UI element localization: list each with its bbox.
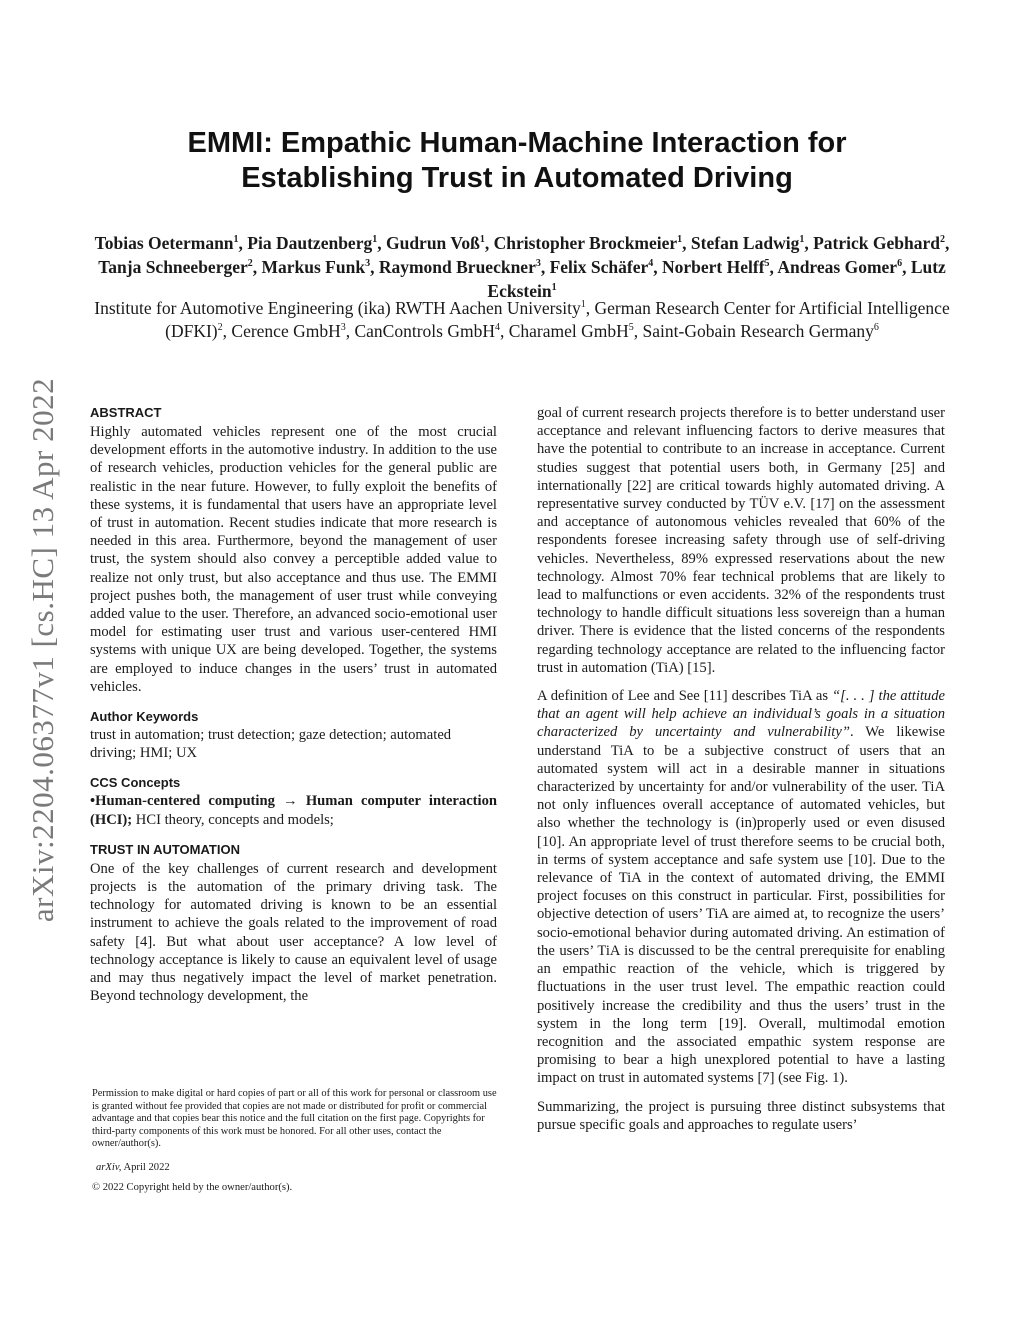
trust-text: One of the key challenges of current research and development projects is the automation of the primary driving task. The technology for automated driving is known to be an essential instrument to achieve the goals related to the improvement of road safety [4]. But what about user acceptance? A low level of technology acceptance is likely to cause an equivalent level of usage and may thus negatively impact the level of market penetration. Beyond technology development, the [90,860,497,1005]
ccs-section [90,774,497,828]
author [494,233,691,253]
abstract-heading: ABSTRACT [90,405,162,420]
author-affiliation-number: 2 [939,234,945,246]
author-affiliation-number: 1 [551,282,557,294]
ccs-concept-rest: HCI theory, concepts and models; [132,811,334,828]
separator: , [252,257,262,277]
venue-line [96,1162,170,1173]
abstract-text: Highly automated vehicles represent one of the most crucial development efforts in the automotive industry. In addition to the use of research vehicles, production vehicles for the general public are realistic in the near future. However, to fully exploit the benefits of these systems, it is fundamental that users have an appropriate level of trust in automation. Recent studies indicate that more research is needed in this area. Furthermore, beyond the management of user trust, the system should also convey a perceptible added value to realize not only trust, but also acceptance and thus use. The EMMI project pushes both, the management of user trust while conveying added value to the user. Therefore, an advanced socio-emotional user model for estimating user trust and various user-centered HMI systems with unique UX are being developed. Together, the systems are employed to induce changes in the users’ trust in automated vehicles. [90,424,497,695]
author [247,233,386,253]
separator: , [370,257,379,277]
copyright-notice: © 2022 Copyright held by the owner/author(s). [92,1182,293,1193]
author-affiliation-number: 5 [764,258,770,270]
author [662,257,777,277]
affiliation [643,321,879,341]
separator: , [540,257,550,277]
separator: , [633,321,643,341]
author-affiliation-number: 1 [233,234,239,246]
author-name: Lutz Eckstein [487,257,946,301]
separator: , [345,321,355,341]
tia-definition-quote: “[. . . ] the attitude that an agent will help achieve an individual’s goals in a situation characterized by uncertainty and vulnerability” [537,688,945,741]
author-name: Andreas Gomer [777,257,898,277]
venue-date: April 2022 [121,1162,170,1173]
keywords-heading: Author Keywords [90,709,199,725]
author [386,233,494,253]
affiliation-affiliation-number: 2 [217,322,223,334]
author-name: Gudrun Voß [385,233,480,253]
author-name: Tobias Oetermann [94,233,234,253]
author-list [90,231,954,303]
affiliation-name: CanControls GmbH [354,321,495,341]
author-name: Patrick Gebhard [813,233,940,253]
ccs-heading: CCS Concepts [90,775,181,791]
author-affiliation-number: 3 [535,258,541,270]
affiliation-affiliation-number: 5 [628,322,634,334]
right-paragraph-2-start: A definition of Lee and See [11] describes TiA as [537,688,833,705]
affiliation-affiliation-number: 6 [873,322,879,334]
author-name: Christopher Brockmeier [493,233,678,253]
separator: , [377,233,386,253]
author-name: Pia Dautzenberg [247,233,373,253]
author [262,257,379,277]
ccs-concept-bold: •Human-centered computing → Human computer interaction (HCI); [90,793,497,828]
left-column [90,404,497,1017]
affiliation-name: Saint-Gobain Research Germany [642,321,874,341]
trust-heading: TRUST IN AUTOMATION [90,841,240,857]
right-paragraph-1: goal of current research projects therefore is to better understand user acceptance and relevant influencing factors to derive measures that have the potential to contribute to an increase in acceptance. Current studies suggest that potential users both, in Germany [25] and internationally [22] are critical towards highly automated driving. A representative survey conducted by TÜV e.V. [17] on the assessment and acceptance of autonomous vehicles revealed that 60% of the respondents foresee increasing safety through use of self-driving vehicles. Nevertheless, 89% expressed reservations about the new technology. Almost 70% fear technical problems that are likely to lead to malfunctions or even accidents. 32% of the respondents trust technology to handle difficult situations less sovereign than a human driver. There is evidence that the listed concerns of the respondents regarding technology acceptance are related to the influencing factor trust in automation (TiA) [15]. [537,405,945,676]
affiliation-affiliation-number: 1 [580,299,586,311]
trust-section [90,841,497,1006]
author-affiliation-number: 3 [365,258,371,270]
affiliation-name: German Research Center for Artificial Intelligence (DFKI) [165,298,950,341]
separator: , [238,233,248,253]
separator: , [484,233,494,253]
affiliation [354,321,508,341]
keywords-text: trust in automation; trust detection; gaze detection; automated driving; HMI; UX [90,727,452,762]
title-line-1: EMMI: Empathic Human-Machine Interaction for [187,127,847,159]
separator: , [222,321,232,341]
ccs-text [90,792,497,828]
author-name: Tanja Schneeberger [98,257,248,277]
author-affiliation-number: 6 [897,258,903,270]
separator: , [804,233,814,253]
author-affiliation-number: 1 [372,234,378,246]
abstract-section [90,404,497,696]
author-affiliation-number: 1 [799,234,805,246]
author-affiliation-number: 1 [479,234,485,246]
right-paragraph-2-rest: . We likewise understand TiA to be a subjective construct of users that an automated system will act in a desirable manner in situations characterized by uncertainty for and/or vulnerability of the user. TiA not only influences overall acceptance of automated vehicles, but also whether the technology is (in)properly used or even disused [10]. An appropriate level of trust therefore seems to be crucial both, in terms of system acceptance and safe system use [10]. Due to the relevance of TiA in the context of automated driving, the EMMI project focuses on this construct in particular. First, possibilities for objective detection of users’ TiA are aimed at, to recognize the users’ socio-emotional behavior during automated driving. An estimation of the users’ TiA is discussed to be the central prerequisite for enabling an empathic reaction of the vehicle, which is triggered by fluctuations in the user trust level. The empathic reaction could positively increase the credibility and thus the users’ trust in the system in the long term [19]. Overall, multimodal emotion recognition and the associated empathic system response are promising to bear a high unexplored potential to have a lasting impact on trust in automated systems [7] (see Fig. 1). [537,724,945,1087]
permission-notice: Permission to make digital or hard copies of part or all of this work for personal or classroom use is granted without fee provided that copies are not made or distributed for profit or commercial advantage and that copies bear this notice and the full citation on the first page. Copyrights for third-party components of this work must be honored. For all other uses, contact the owner/author(s). [92,1088,497,1150]
affiliation-name: Institute for Automotive Engineering (ika) RWTH Aachen University [94,298,581,318]
author [777,257,910,277]
separator: , [902,257,911,277]
affiliation [231,321,354,341]
affiliation-affiliation-number: 4 [494,322,500,334]
author [98,257,261,277]
affiliation-name: Charamel GmbH [508,321,629,341]
separator: , [653,257,662,277]
right-paragraph-3: Summarizing, the project is pursuing three distinct subsystems that pursue specific goals and approaches to regulate users’ [537,1098,945,1133]
paper-title [90,126,944,196]
keywords-section [90,708,497,762]
author [379,257,550,277]
author [95,233,248,253]
author-name: Raymond Brueckner [378,257,536,277]
author-name: Markus Funk [261,257,366,277]
author-name: Norbert Helff [662,257,765,277]
separator: , [682,233,691,253]
separator: , [585,298,595,318]
title-line-2: Establishing Trust in Automated Driving [241,162,793,194]
affiliation [94,298,594,318]
author-affiliation-number: 2 [247,258,253,270]
author [813,233,949,253]
arxiv-side-stamp [18,350,68,950]
affiliation-affiliation-number: 3 [340,322,346,334]
affiliation-name: Cerence GmbH [231,321,341,341]
author [550,257,662,277]
separator: , [944,233,950,253]
affiliation-list [90,297,954,343]
right-paragraph-2 [537,687,945,1087]
separator: , [499,321,509,341]
arxiv-identifier: arXiv:2204.06377v1 [cs.HC] 13 Apr 2022 [25,377,60,923]
venue-name: arXiv, [96,1162,122,1173]
author-affiliation-number: 1 [677,234,683,246]
separator: , [769,257,778,277]
author-name: Felix Schäfer [549,257,649,277]
author-affiliation-number: 4 [648,258,654,270]
author [691,233,813,253]
affiliation [509,321,643,341]
author-name: Stefan Ladwig [690,233,800,253]
right-column [537,404,945,1144]
